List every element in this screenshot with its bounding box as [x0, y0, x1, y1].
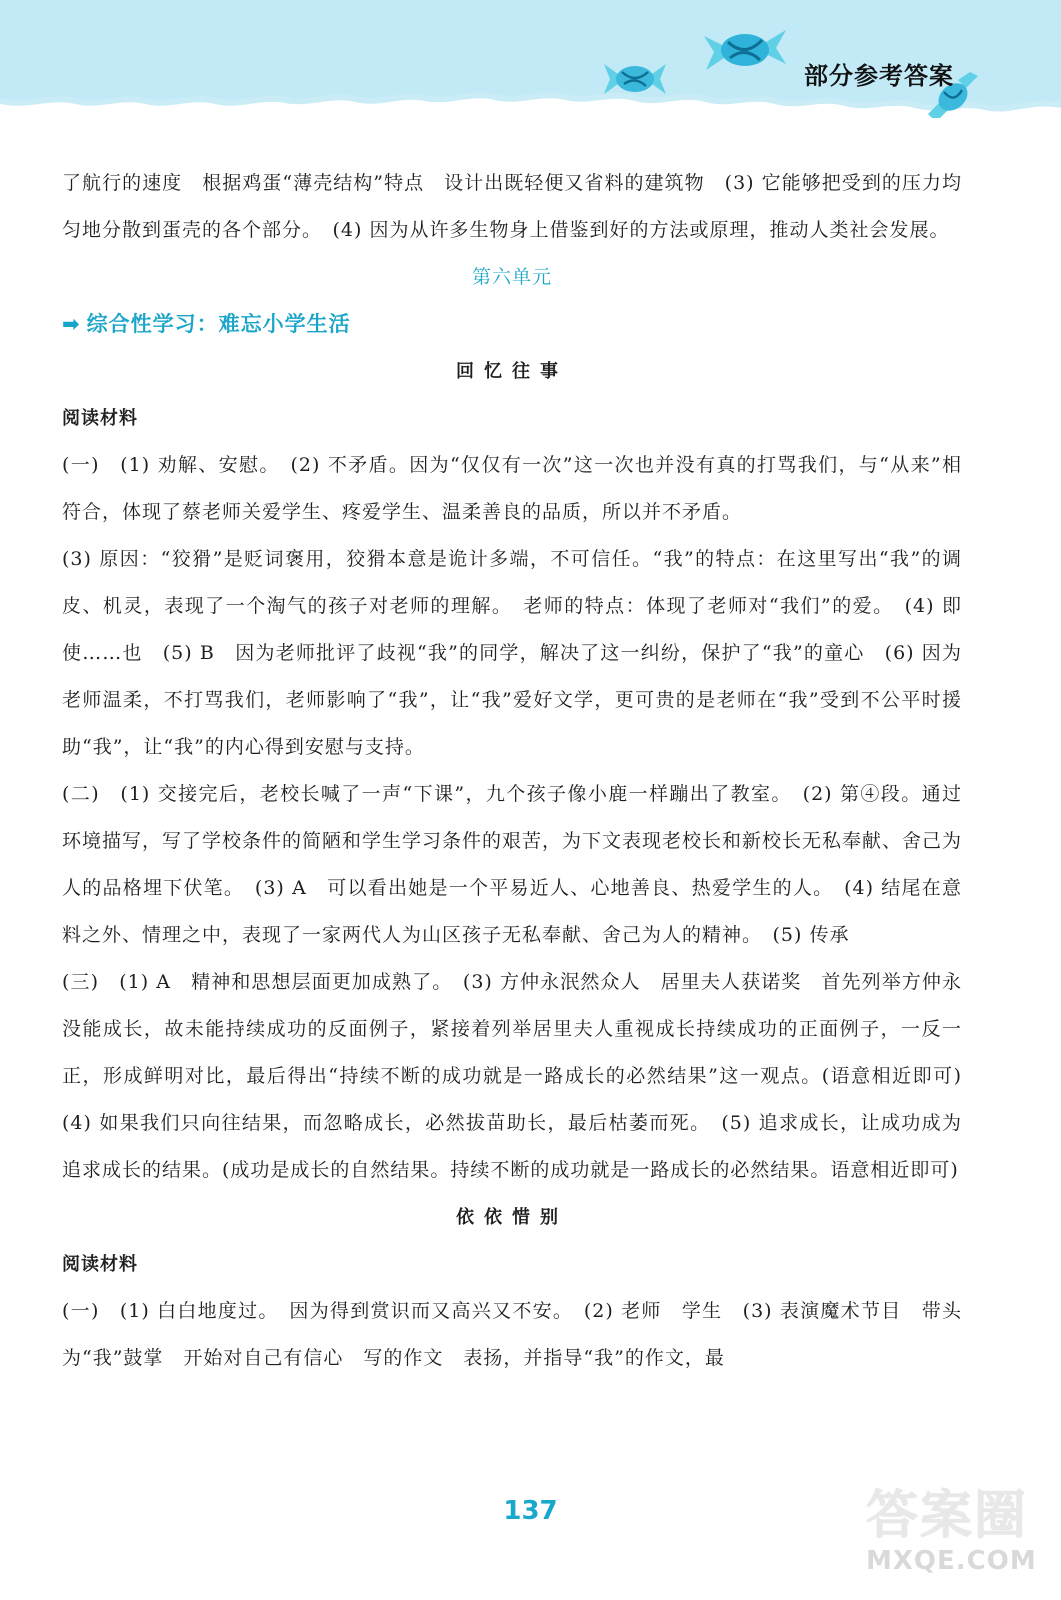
section-title: 综合性学习：难忘小学生活: [86, 312, 351, 336]
part1-title: 回忆往事: [456, 361, 568, 382]
candy-icon-small: [600, 56, 670, 102]
unit-title: 第六单元: [471, 266, 552, 288]
watermark-line1: 答案圈: [866, 1486, 1029, 1546]
candy-icon-large: [700, 22, 790, 80]
part1-paragraph: (二) (1) 交接完后，老校长喊了一声“下课”，九个孩子像小鹿一样蹦出了教室。 (2) 第④段。通过环境描写，写了学校条件的简陋和学生学习条件的艰苦，为下文表现老校长和新校长无私奉献、舍己为人的品格埋下伏笔。 (3) A 可以看出她是一个平易近人、心地善良、热爱学生的人。 (4) 结尾在意料之外、情理之中，表现了一家两代人为山区孩子无私奉献、舍己为人的精神。 (5) 传承: [62, 783, 963, 946]
page-header: [0, 0, 1061, 118]
part1-paragraph: (3) 原因：“狡猾”是贬词褒用，狡猾本意是诡计多端，不可信任。“我”的特点：在这里写出“我”的调皮、机灵，表现了一个淘气的孩子对老师的理解。 老师的特点：体现了老师对“我们”的爱。 (4) 即使……也 (5) B 因为老师批评了歧视“我”的同学，解决了这一纠纷，保护了“我”的童心 (6) 因为老师温柔，不打骂我们，老师影响了“我”，让“我”爱好文学，更可贵的是老师在“我”受到不公平时援助“我”，让“我”的内心得到安慰与支持。: [62, 548, 962, 758]
section-title-row: [62, 301, 962, 348]
watermark-logo: [866, 1486, 1051, 1590]
page-number: 137: [503, 1496, 558, 1526]
header-title: 部分参考答案: [804, 62, 954, 90]
intro-paragraph: 了航行的速度 根据鸡蛋“薄壳结构”特点 设计出既轻便又省料的建筑物 (3) 它能够把受到的压力均匀地分散到蛋壳的各个部分。 (4) 因为从许多生物身上借鉴到好的方法或原理，推动人类社会发展。: [62, 172, 962, 241]
part1-paragraph: (三) (1) A 精神和思想层面更加成熟了。 (3) 方仲永泯然众人 居里夫人获诺奖 首先列举方仲永没能成长，故未能持续成功的反面例子，紧接着列举居里夫人重视成长持续成功的正面例子，一反一正，形成鲜明对比，最后得出“持续不断的成功就是一路成长的必然结果”这一观点。(语意相近即可) (4) 如果我们只向往结果，而忽略成长，必然拔苗助长，最后枯萎而死。 (5) 追求成长，让成功成为追求成长的结果。(成功是成长的自然结果。持续不断的成功就是一路成长的必然结果。语意相近即可): [62, 971, 983, 1181]
part2-reading-label: 阅读材料: [62, 1254, 138, 1275]
part2-title: 依依惜别: [456, 1207, 568, 1228]
part1-paragraph: (一) (1) 劝解、安慰。 (2) 不矛盾。因为“仅仅有一次”这一次也并没有真的打骂我们，与“从来”相符合，体现了蔡老师关爱学生、疼爱学生、温柔善良的品质，所以并不矛盾。: [62, 454, 962, 523]
part1-reading-label: 阅读材料: [62, 408, 138, 429]
answer-content: [62, 160, 983, 1382]
arrow-right-icon: ➡: [62, 312, 81, 336]
part2-paragraph: (一) (1) 白白地度过。 因为得到赏识而又高兴又不安。 (2) 老师 学生 (3) 表演魔术节目 带头为“我”鼓掌 开始对自己有信心 写的作文 表扬，并指导“我”的作文，最: [62, 1300, 962, 1369]
watermark-line2: MXQE.COM: [866, 1546, 1037, 1576]
